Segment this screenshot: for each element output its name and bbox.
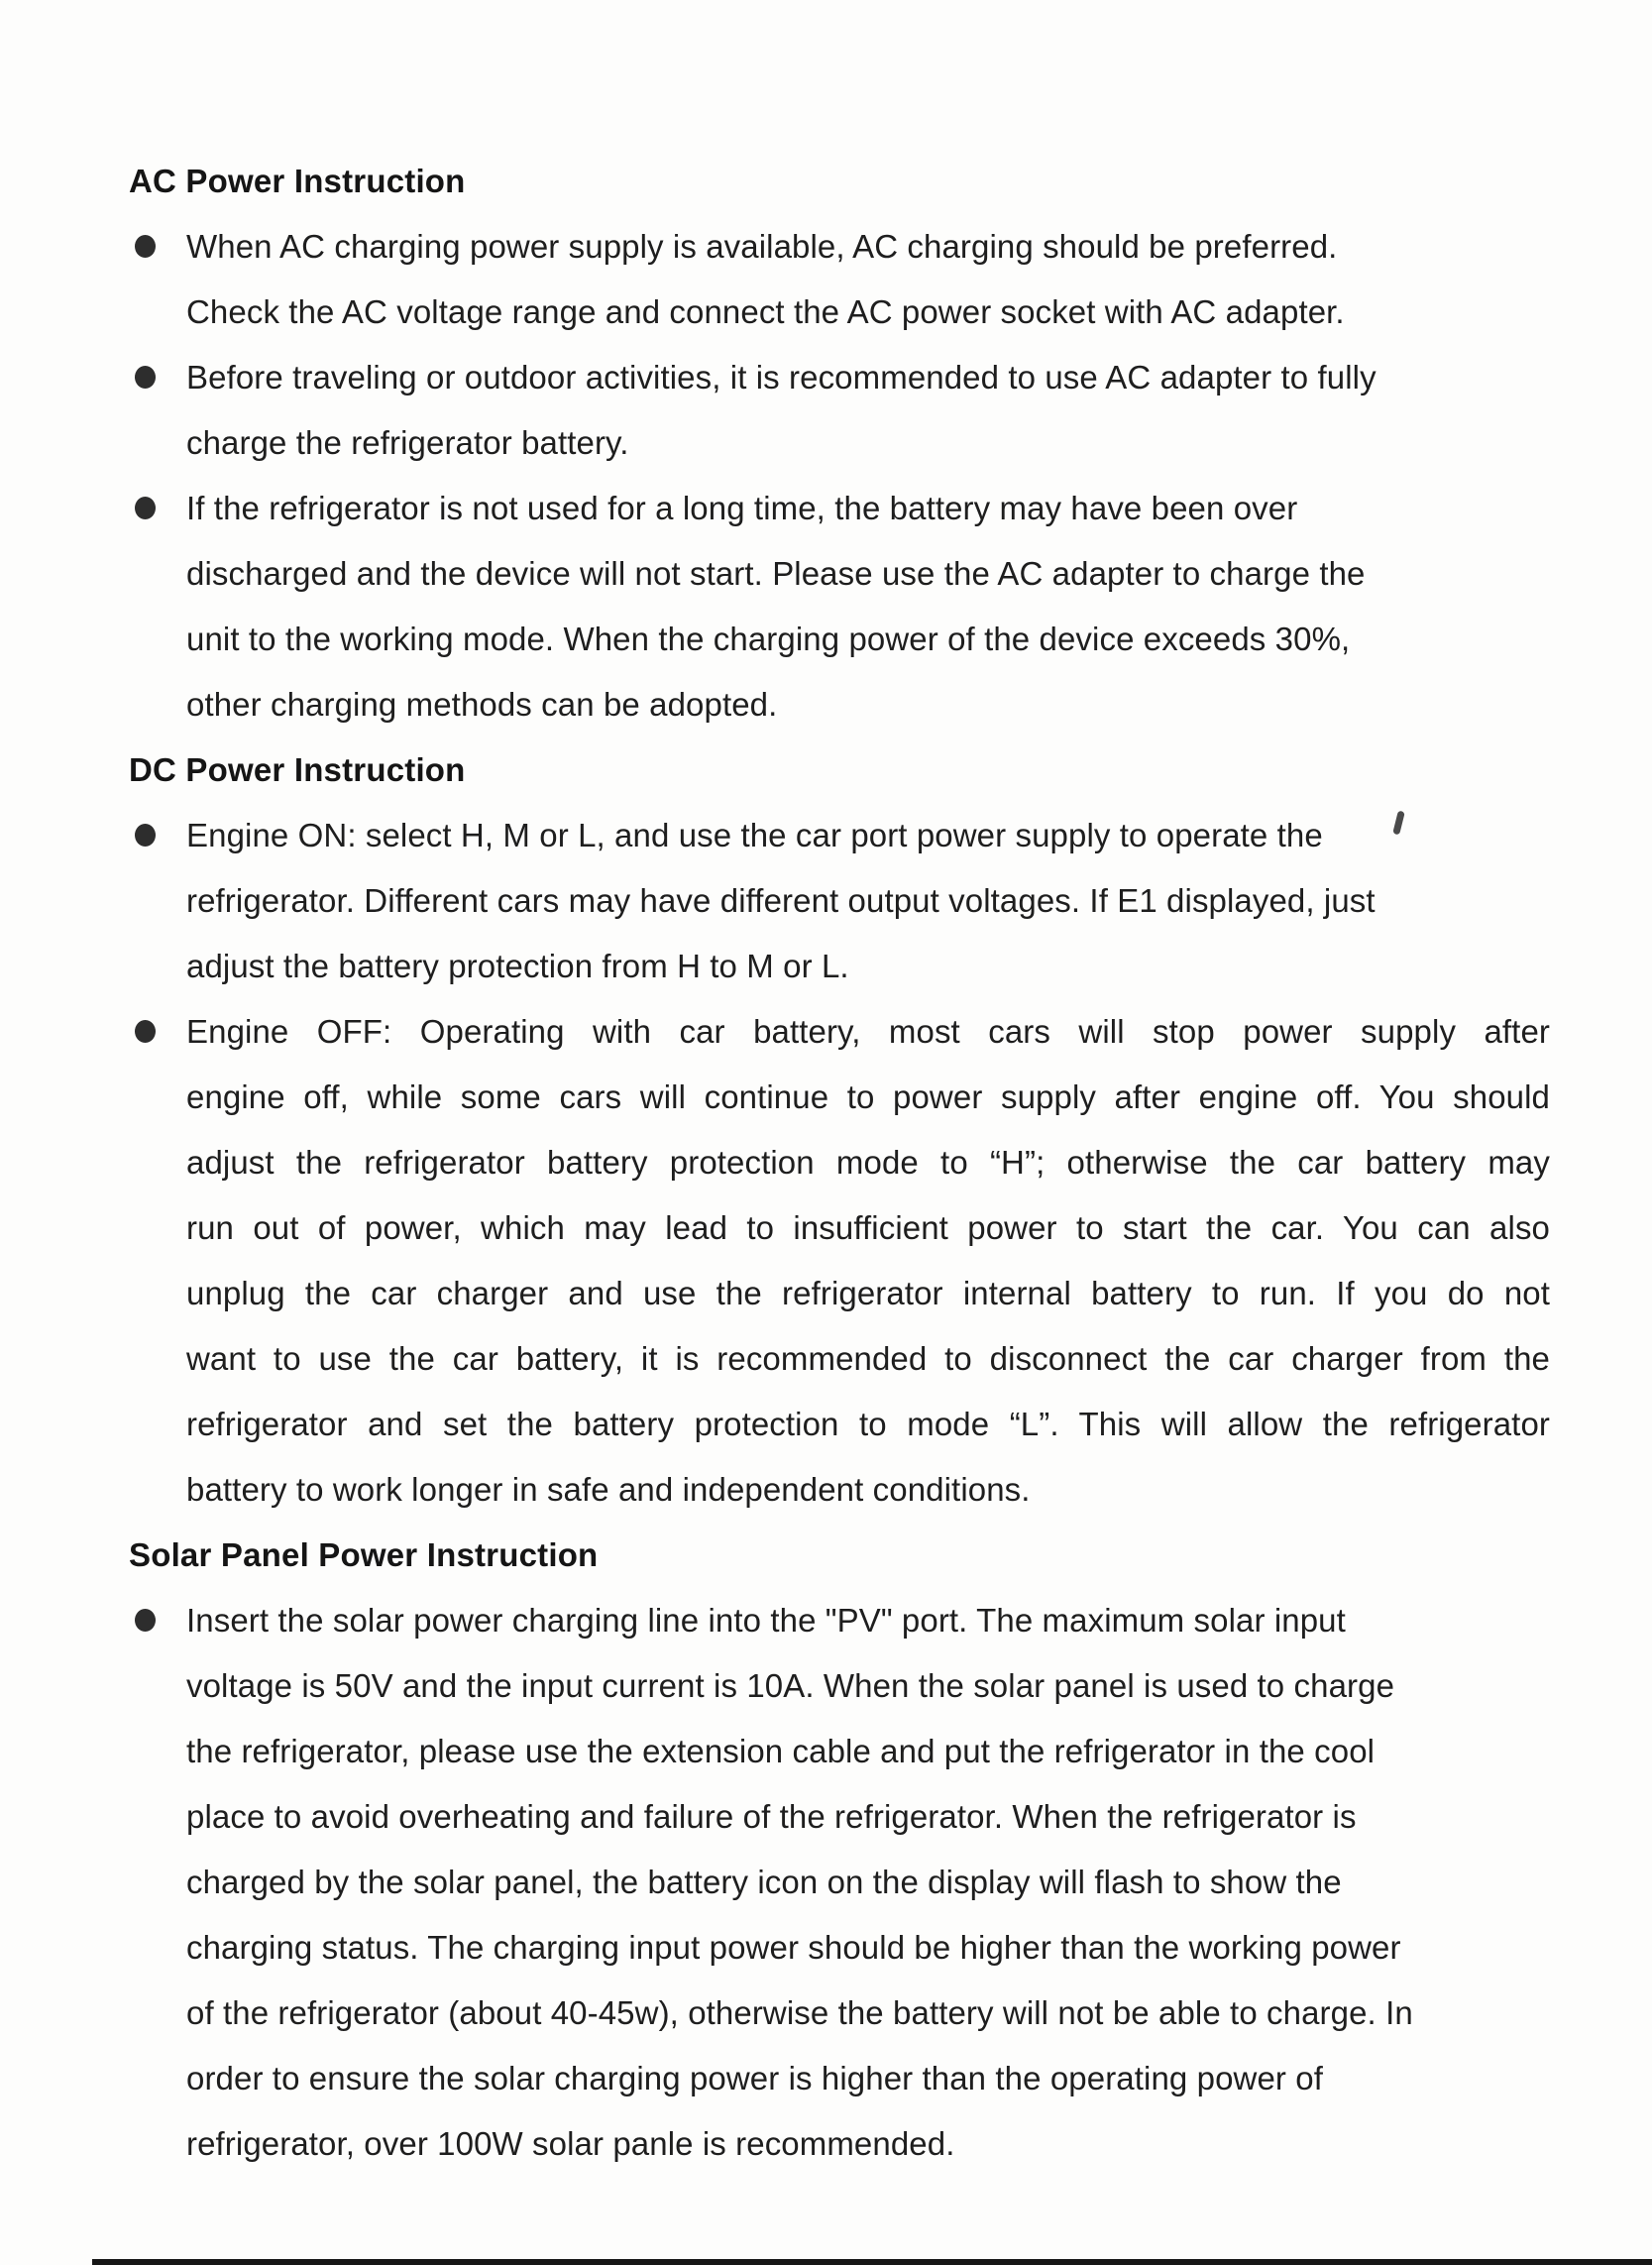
text-line: If the refrigerator is not used for a long time, the battery may have been over [186,490,1298,526]
list-item [129,214,1550,345]
list-item [129,476,1550,737]
text-line: want to use the car battery, it is recommended to disconnect the car charger from the [186,1340,1550,1377]
list-item [129,999,1550,1523]
list-item-text [186,214,1550,345]
list-item-text [186,1588,1550,2177]
text-line: charging status. The charging input power should be higher than the working power [186,1929,1401,1966]
section-heading-solar-power: Solar Panel Power Instruction [129,1536,599,1573]
list-item [129,803,1550,999]
bullet-dot-icon [135,497,156,519]
text-line: adjust the refrigerator battery protection mode to “H”; otherwise the car battery may [186,1144,1550,1181]
text-line: other charging methods can be adopted. [186,686,778,723]
text-line: charge the refrigerator battery. [186,424,629,461]
text-line: charged by the solar panel, the battery icon on the display will flash to show the [186,1864,1342,1900]
text-line: Check the AC voltage range and connect the AC power socket with AC adapter. [186,293,1345,330]
section-heading-ac-power: AC Power Instruction [129,163,466,199]
text-line: the refrigerator, please use the extension cable and put the refrigerator in the cool [186,1733,1376,1769]
page-content [129,149,1550,2177]
section-heading-dc-power: DC Power Instruction [129,751,466,788]
list-item [129,1588,1550,2177]
text-line: Before traveling or outdoor activities, it is recommended to use AC adapter to fully [186,359,1377,396]
text-line: engine off, while some cars will continue to power supply after engine off. You should [186,1078,1550,1115]
text-line: When AC charging power supply is available, AC charging should be preferred. [186,228,1338,265]
text-line: unit to the working mode. When the charging power of the device exceeds 30%, [186,621,1351,657]
text-line: place to avoid overheating and failure of the refrigerator. When the refrigerator is [186,1798,1357,1835]
bullet-dot-icon [135,235,156,258]
bullet-dot-icon [135,1020,156,1043]
text-line: unplug the car charger and use the refrigerator internal battery to run. If you do not [186,1275,1550,1311]
list-item-text [186,803,1550,999]
text-line: Engine OFF: Operating with car battery, most cars will stop power supply after [186,1013,1550,1050]
text-line: Insert the solar power charging line into the "PV" port. The maximum solar input [186,1602,1346,1639]
text-line: refrigerator. Different cars may have different output voltages. If E1 displayed, just [186,882,1376,919]
text-line: battery to work longer in safe and independent conditions. [186,1471,1031,1508]
bullet-dot-icon [135,1609,156,1632]
text-line: voltage is 50V and the input current is 10A. When the solar panel is used to charge [186,1667,1395,1704]
list-item-text [186,345,1550,476]
text-line: adjust the battery protection from H to M or L. [186,948,849,984]
list-item-text [186,476,1550,737]
text-line: Engine ON: select H, M or L, and use the car port power supply to operate the [186,817,1323,853]
bullet-dot-icon [135,824,156,847]
text-line: run out of power, which may lead to insufficient power to start the car. You can also [186,1209,1550,1246]
text-line: discharged and the device will not start. Please use the AC adapter to charge the [186,555,1366,592]
text-line: refrigerator and set the battery protection to mode “L”. This will allow the refrigerator [186,1406,1550,1442]
list-item [129,345,1550,476]
scanner-edge-line [92,2259,1652,2265]
text-line: refrigerator, over 100W solar panle is recommended. [186,2125,955,2162]
bullet-dot-icon [135,366,156,389]
list-item-text [186,999,1550,1523]
text-line: order to ensure the solar charging power is higher than the operating power of [186,2060,1323,2096]
text-line: of the refrigerator (about 40-45w), otherwise the battery will not be able to charge. In [186,1994,1413,2031]
